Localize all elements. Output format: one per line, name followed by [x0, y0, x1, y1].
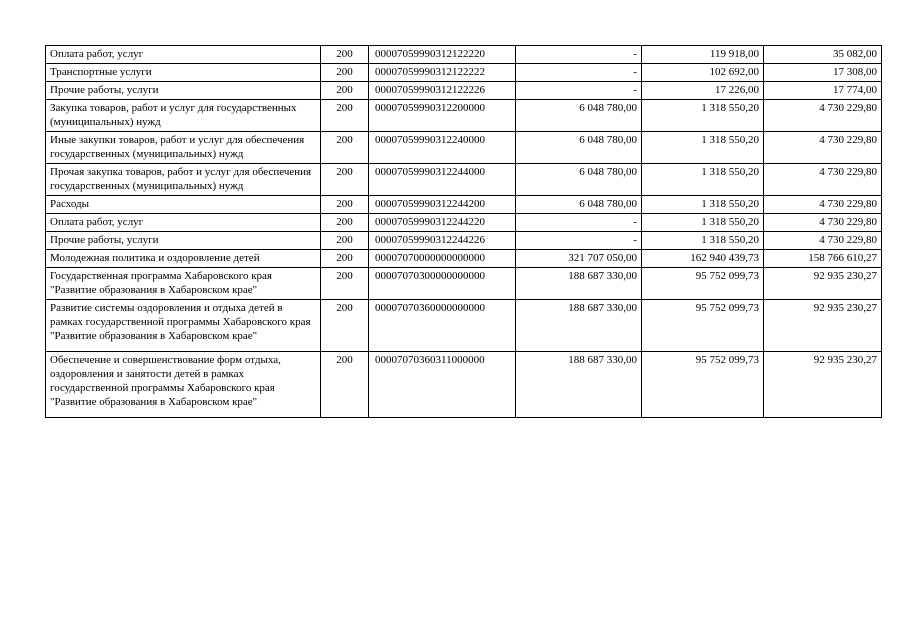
row-unexecuted-cell: 4 730 229,80 — [764, 132, 882, 164]
row-kbk-cell: 00007070300000000000 — [369, 268, 516, 300]
table-row — [46, 214, 882, 232]
row-executed-cell: 119 918,00 — [642, 46, 764, 64]
row-approved-cell: 6 048 780,00 — [516, 164, 642, 196]
row-approved-cell: 6 048 780,00 — [516, 132, 642, 164]
row-code-cell: 200 — [321, 82, 369, 100]
row-unexecuted-cell: 4 730 229,80 — [764, 164, 882, 196]
row-approved-cell: - — [516, 46, 642, 64]
row-code-cell: 200 — [321, 46, 369, 64]
row-kbk-cell: 00007059990312122222 — [369, 64, 516, 82]
row-name-cell: Оплата работ, услуг — [46, 46, 321, 64]
row-unexecuted-cell: 158 766 610,27 — [764, 250, 882, 268]
row-code-cell: 200 — [321, 214, 369, 232]
budget-table — [45, 45, 882, 418]
row-unexecuted-cell: 17 308,00 — [764, 64, 882, 82]
row-approved-cell: 6 048 780,00 — [516, 100, 642, 132]
row-name-cell: Прочая закупка товаров, работ и услуг для обеспечения государственных (муниципальных) нужд — [46, 164, 321, 196]
row-approved-cell: 188 687 330,00 — [516, 268, 642, 300]
row-kbk-cell: 00007070360311000000 — [369, 352, 516, 418]
table-row — [46, 196, 882, 214]
row-executed-cell: 17 226,00 — [642, 82, 764, 100]
table-row — [46, 250, 882, 268]
row-kbk-cell: 00007059990312244220 — [369, 214, 516, 232]
row-name-cell: Закупка товаров, работ и услуг для государственных (муниципальных) нужд — [46, 100, 321, 132]
table-row — [46, 82, 882, 100]
table-row — [46, 100, 882, 132]
row-name-cell: Обеспечение и совершенствование форм отдыха, оздоровления и занятости детей в рамках государственной программы Хабаровского края "Развитие образования в Хабаровском крае" — [46, 352, 321, 418]
row-approved-cell: 188 687 330,00 — [516, 300, 642, 352]
table-row — [46, 164, 882, 196]
row-kbk-cell: 00007070360000000000 — [369, 300, 516, 352]
row-executed-cell: 95 752 099,73 — [642, 352, 764, 418]
row-executed-cell: 95 752 099,73 — [642, 300, 764, 352]
row-approved-cell: 321 707 050,00 — [516, 250, 642, 268]
row-unexecuted-cell: 4 730 229,80 — [764, 100, 882, 132]
row-code-cell: 200 — [321, 232, 369, 250]
row-name-cell: Прочие работы, услуги — [46, 232, 321, 250]
row-code-cell: 200 — [321, 164, 369, 196]
row-approved-cell: - — [516, 232, 642, 250]
row-name-cell: Государственная программа Хабаровского края "Развитие образования в Хабаровском крае" — [46, 268, 321, 300]
row-name-cell: Прочие работы, услуги — [46, 82, 321, 100]
row-kbk-cell: 00007059990312200000 — [369, 100, 516, 132]
row-unexecuted-cell: 92 935 230,27 — [764, 352, 882, 418]
row-unexecuted-cell: 4 730 229,80 — [764, 196, 882, 214]
row-kbk-cell: 00007059990312240000 — [369, 132, 516, 164]
row-executed-cell: 1 318 550,20 — [642, 100, 764, 132]
row-approved-cell: - — [516, 214, 642, 232]
row-approved-cell: 6 048 780,00 — [516, 196, 642, 214]
table-row — [46, 352, 882, 418]
row-unexecuted-cell: 4 730 229,80 — [764, 232, 882, 250]
row-name-cell: Расходы — [46, 196, 321, 214]
row-executed-cell: 1 318 550,20 — [642, 196, 764, 214]
row-executed-cell: 1 318 550,20 — [642, 164, 764, 196]
row-approved-cell: 188 687 330,00 — [516, 352, 642, 418]
row-kbk-cell: 00007059990312244000 — [369, 164, 516, 196]
row-unexecuted-cell: 35 082,00 — [764, 46, 882, 64]
row-name-cell: Транспортные услуги — [46, 64, 321, 82]
row-code-cell: 200 — [321, 300, 369, 352]
table-row — [46, 132, 882, 164]
row-unexecuted-cell: 4 730 229,80 — [764, 214, 882, 232]
row-executed-cell: 102 692,00 — [642, 64, 764, 82]
row-approved-cell: - — [516, 82, 642, 100]
row-kbk-cell: 00007059990312122220 — [369, 46, 516, 64]
row-executed-cell: 1 318 550,20 — [642, 132, 764, 164]
row-executed-cell: 95 752 099,73 — [642, 268, 764, 300]
row-kbk-cell: 00007070000000000000 — [369, 250, 516, 268]
row-code-cell: 200 — [321, 100, 369, 132]
row-name-cell: Иные закупки товаров, работ и услуг для обеспечения государственных (муниципальных) нужд — [46, 132, 321, 164]
row-executed-cell: 1 318 550,20 — [642, 214, 764, 232]
row-unexecuted-cell: 92 935 230,27 — [764, 268, 882, 300]
row-name-cell: Развитие системы оздоровления и отдыха детей в рамках государственной программы Хабаровского края "Развитие образования в Хабаровском крае" — [46, 300, 321, 352]
row-executed-cell: 162 940 439,73 — [642, 250, 764, 268]
row-name-cell: Оплата работ, услуг — [46, 214, 321, 232]
table-row — [46, 268, 882, 300]
row-code-cell: 200 — [321, 250, 369, 268]
row-code-cell: 200 — [321, 352, 369, 418]
row-code-cell: 200 — [321, 132, 369, 164]
row-kbk-cell: 00007059990312244200 — [369, 196, 516, 214]
row-code-cell: 200 — [321, 196, 369, 214]
row-executed-cell: 1 318 550,20 — [642, 232, 764, 250]
table-row — [46, 46, 882, 64]
table-row — [46, 300, 882, 352]
row-name-cell: Молодежная политика и оздоровление детей — [46, 250, 321, 268]
table-row — [46, 64, 882, 82]
row-kbk-cell: 00007059990312244226 — [369, 232, 516, 250]
row-unexecuted-cell: 17 774,00 — [764, 82, 882, 100]
row-approved-cell: - — [516, 64, 642, 82]
row-unexecuted-cell: 92 935 230,27 — [764, 300, 882, 352]
table-row — [46, 232, 882, 250]
table-body — [46, 46, 882, 418]
row-code-cell: 200 — [321, 64, 369, 82]
row-kbk-cell: 00007059990312122226 — [369, 82, 516, 100]
row-code-cell: 200 — [321, 268, 369, 300]
